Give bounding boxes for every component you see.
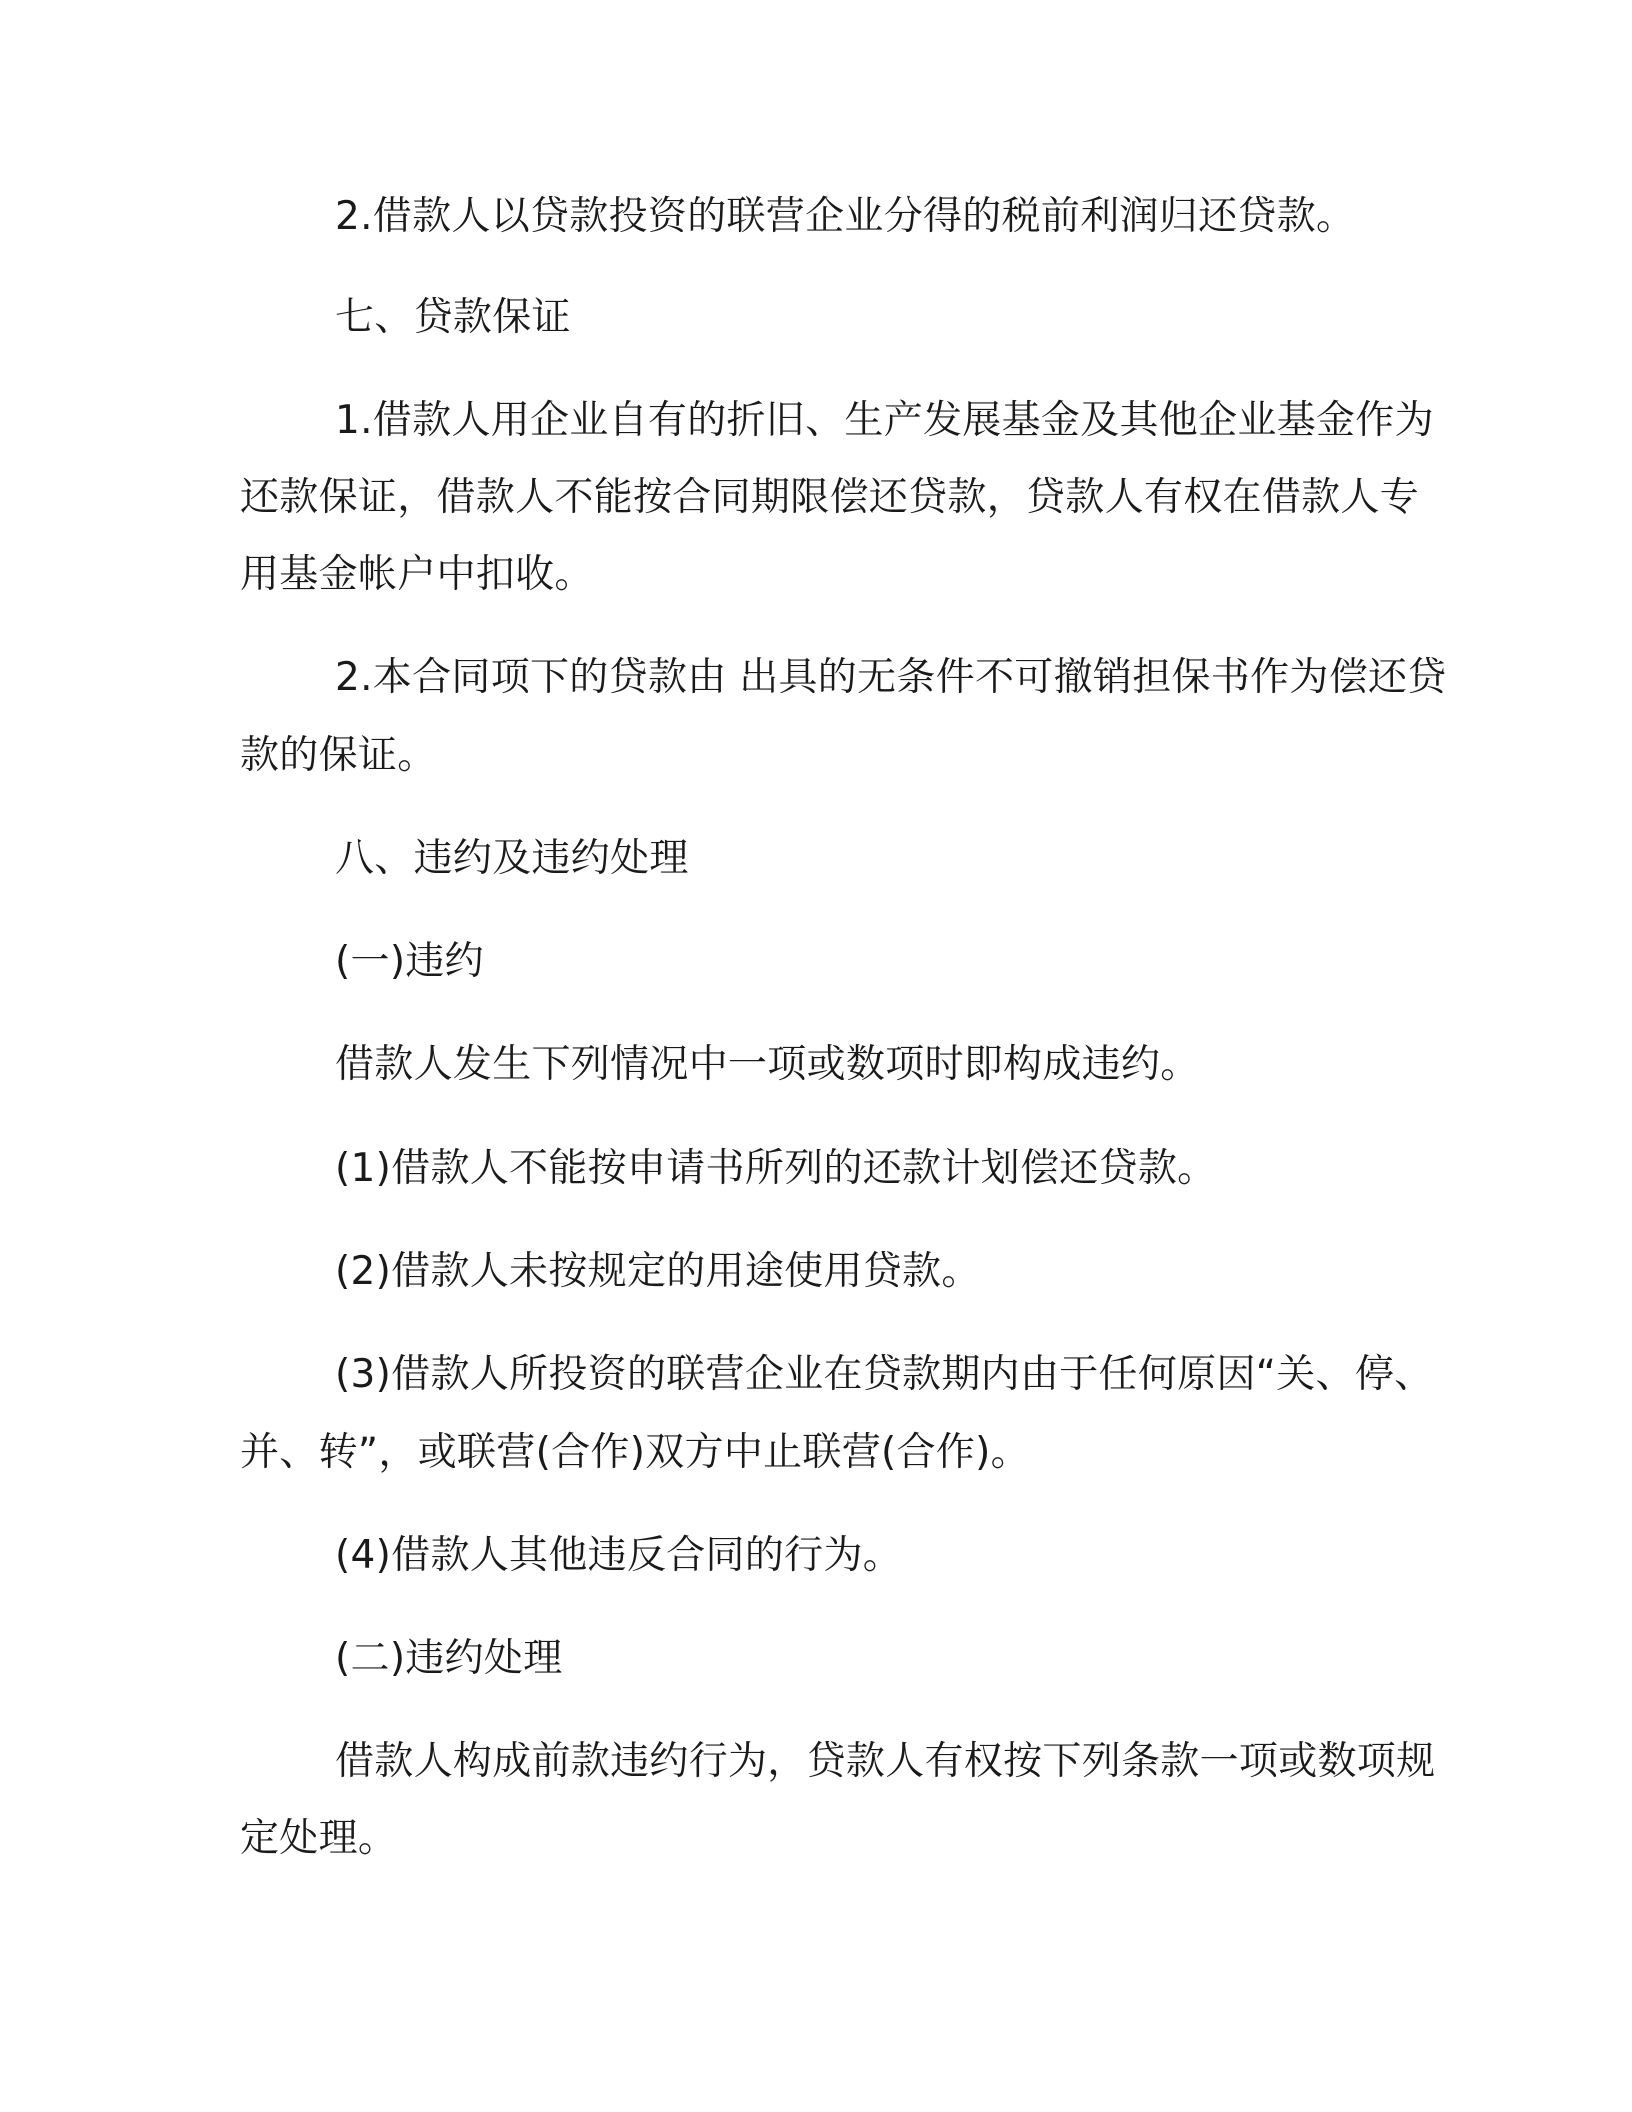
list-item-default-3-line-1: (3)借款人所投资的联营企业在贷款期内由于任何原因“关、停、 [335, 1352, 1434, 1397]
paragraph-guarantee-2-line-1: 2.本合同项下的贷款由 出具的无条件不可撤销担保书作为偿还贷 [335, 655, 1447, 700]
paragraph-guarantee-2-line-2: 款的保证。 [240, 733, 437, 778]
paragraph-repayment-source-2: 2.借款人以贷款投资的联营企业分得的税前利润归还贷款。 [335, 194, 1356, 239]
subheading-default: (一)违约 [335, 939, 484, 984]
paragraph-default-handling-line-2: 定处理。 [240, 1816, 398, 1861]
section-heading-default-and-handling: 八、违约及违约处理 [335, 836, 689, 881]
list-item-default-4: (4)借款人其他违反合同的行为。 [335, 1533, 903, 1578]
list-item-default-3-line-2: 并、转”，或联营(合作)双方中止联营(合作)。 [240, 1430, 1030, 1475]
subheading-default-handling: (二)违约处理 [335, 1636, 563, 1681]
paragraph-guarantee-1-line-1: 1.借款人用企业自有的折旧、生产发展基金及其他企业基金作为 [335, 398, 1434, 443]
paragraph-guarantee-1-line-2: 还款保证，借款人不能按合同期限偿还贷款，贷款人有权在借款人专 [240, 475, 1420, 520]
paragraph-guarantee-1-line-3: 用基金帐户中扣收。 [240, 552, 594, 597]
paragraph-default-intro: 借款人发生下列情况中一项或数项时即构成违约。 [335, 1042, 1200, 1087]
paragraph-default-handling-line-1: 借款人构成前款违约行为，贷款人有权按下列条款一项或数项规 [335, 1739, 1436, 1784]
list-item-default-1: (1)借款人不能按申请书所列的还款计划偿还贷款。 [335, 1146, 1217, 1191]
list-item-default-2: (2)借款人未按规定的用途使用贷款。 [335, 1249, 981, 1294]
section-heading-loan-guarantee: 七、贷款保证 [335, 295, 571, 340]
